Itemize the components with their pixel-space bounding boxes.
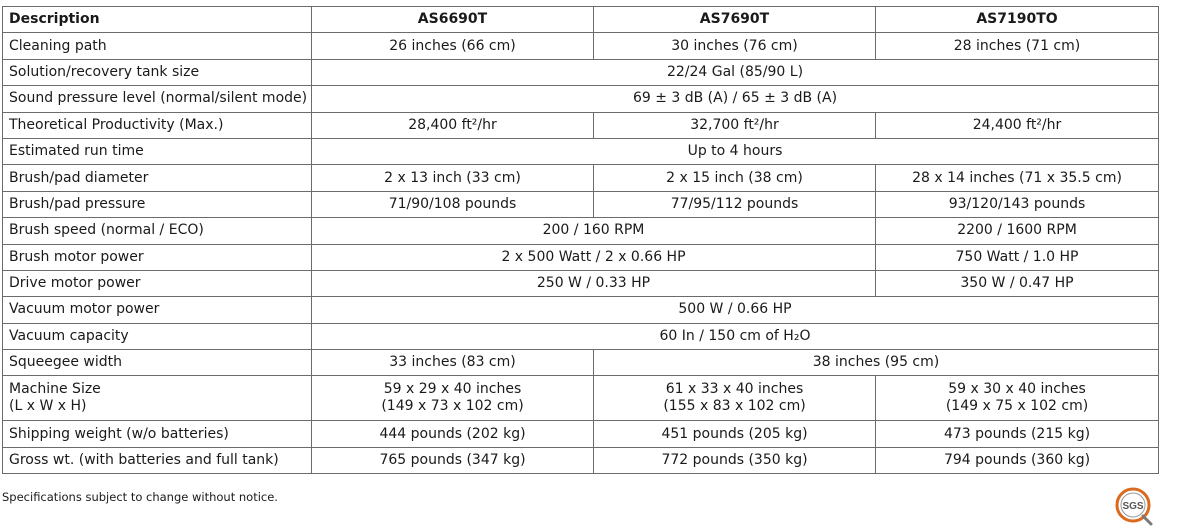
row-label — [3, 86, 312, 112]
table-cell — [876, 376, 1159, 421]
header-description: Description — [3, 7, 312, 33]
row-label-text: Brush speed (normal / ECO) — [9, 222, 204, 239]
row-label — [3, 244, 312, 270]
cell-value-metric: (155 x 83 x 102 cm) — [663, 398, 806, 415]
spec-table-body — [3, 33, 1159, 474]
cell-value: 38 inches (95 cm) — [812, 354, 940, 371]
table-cell — [312, 323, 1159, 349]
cell-value: 30 inches (76 cm) — [671, 37, 798, 54]
table-cell — [876, 447, 1159, 473]
row-label — [3, 59, 312, 85]
table-cell — [312, 86, 1159, 112]
cell-value: 69 ± 3 dB (A) / 65 ± 3 dB (A) — [632, 90, 838, 107]
cell-value: 28,400 ft²/hr — [408, 116, 497, 133]
row-label — [3, 323, 312, 349]
footnote: Specifications subject to change without notice. — [2, 490, 278, 504]
spec-table — [2, 6, 1159, 474]
table-cell — [594, 376, 876, 421]
cell-value: 350 W / 0.47 HP — [960, 275, 1074, 292]
table-cell — [876, 112, 1159, 138]
cell-value-metric: (149 x 75 x 102 cm) — [945, 398, 1089, 415]
row-label-text: Brush motor power — [9, 248, 144, 265]
cell-value: 2 x 500 Watt / 2 x 0.66 HP — [501, 248, 686, 265]
table-cell — [312, 191, 594, 217]
row-label-text: Shipping weight (w/o batteries) — [9, 425, 229, 442]
table-cell — [312, 376, 594, 421]
cell-value: 28 inches (71 cm) — [953, 37, 1081, 54]
table-cell — [312, 270, 876, 296]
table-cell — [876, 191, 1159, 217]
cell-value: 2 x 15 inch (38 cm) — [666, 169, 803, 186]
table-row — [3, 86, 1159, 112]
table-cell — [876, 218, 1159, 244]
table-cell — [312, 59, 1159, 85]
cell-value: 22/24 Gal (85/90 L) — [666, 63, 804, 80]
cell-value: 28 x 14 inches (71 x 35.5 cm) — [912, 169, 1122, 186]
cell-value: 500 W / 0.66 HP — [678, 301, 792, 318]
row-label-text: Squeegee width — [9, 354, 123, 371]
cell-value: 60 In / 150 cm of H₂O — [659, 327, 811, 344]
row-label-text: Theoretical Productivity (Max.) — [9, 116, 224, 133]
row-label-text: Brush/pad pressure — [9, 195, 146, 212]
table-cell — [312, 447, 594, 473]
table-cell — [876, 244, 1159, 270]
table-cell — [876, 270, 1159, 296]
table-cell — [876, 421, 1159, 447]
table-row — [3, 297, 1159, 323]
table-cell — [594, 447, 876, 473]
table-cell — [312, 244, 876, 270]
table-row — [3, 59, 1159, 85]
row-label — [3, 138, 312, 164]
row-label — [3, 112, 312, 138]
table-row — [3, 112, 1159, 138]
table-row — [3, 447, 1159, 473]
cell-value: 794 pounds (360 kg) — [943, 452, 1091, 469]
header-model-1: AS6690T — [312, 7, 594, 33]
seal-text: SGS — [1122, 501, 1144, 512]
table-cell — [312, 33, 594, 59]
row-label — [3, 191, 312, 217]
cell-value: 200 / 160 RPM — [542, 222, 645, 239]
table-row — [3, 244, 1159, 270]
cell-value: 93/120/143 pounds — [948, 195, 1086, 212]
table-cell — [594, 191, 876, 217]
header-row — [3, 7, 1159, 33]
row-label — [3, 297, 312, 323]
cell-value: 2 x 13 inch (33 cm) — [384, 169, 521, 186]
header-model-3: AS7190TO — [876, 7, 1159, 33]
table-row — [3, 270, 1159, 296]
cell-value: 451 pounds (205 kg) — [661, 425, 808, 442]
row-label-text: Cleaning path — [9, 37, 107, 54]
cell-value: Up to 4 hours — [687, 143, 783, 160]
table-row — [3, 191, 1159, 217]
table-cell — [594, 165, 876, 191]
cell-value: 71/90/108 pounds — [388, 195, 517, 212]
row-label-text: Drive motor power — [9, 275, 141, 292]
cell-value: 61 x 33 x 40 inches — [665, 381, 804, 398]
row-label — [3, 447, 312, 473]
cell-value: 26 inches (66 cm) — [389, 37, 516, 54]
cell-value: 33 inches (83 cm) — [389, 354, 516, 371]
cell-value-metric: (149 x 73 x 102 cm) — [381, 398, 524, 415]
row-label — [3, 218, 312, 244]
table-row — [3, 323, 1159, 349]
row-label-text: Sound pressure level (normal/silent mode) — [9, 90, 308, 107]
table-cell — [594, 421, 876, 447]
row-label-text: Solution/recovery tank size — [9, 63, 200, 80]
cell-value: 2200 / 1600 RPM — [957, 222, 1077, 239]
table-row — [3, 421, 1159, 447]
cell-value: 772 pounds (350 kg) — [661, 452, 808, 469]
table-row — [3, 376, 1159, 421]
table-row — [3, 165, 1159, 191]
cell-value: 32,700 ft²/hr — [690, 116, 779, 133]
row-label — [3, 270, 312, 296]
cell-value: 250 W / 0.33 HP — [536, 275, 651, 292]
table-row — [3, 350, 1159, 376]
table-cell — [312, 297, 1159, 323]
row-label-text: Brush/pad diameter — [9, 169, 149, 186]
row-label-text: Estimated run time — [9, 143, 144, 160]
sgs-certification-seal-icon — [1113, 484, 1157, 528]
cell-value: 24,400 ft²/hr — [972, 116, 1062, 133]
table-cell — [594, 350, 1159, 376]
table-cell — [312, 350, 594, 376]
table-cell — [312, 218, 876, 244]
cell-value: 765 pounds (347 kg) — [379, 452, 526, 469]
header-model-2: AS7690T — [594, 7, 876, 33]
row-label — [3, 376, 312, 421]
row-label-subtext: (L x W x H) — [9, 398, 87, 415]
cell-value: 473 pounds (215 kg) — [943, 425, 1091, 442]
table-row — [3, 33, 1159, 59]
table-row — [3, 138, 1159, 164]
cell-value: 750 Watt / 1.0 HP — [955, 248, 1079, 265]
table-cell — [312, 165, 594, 191]
table-cell — [876, 165, 1159, 191]
cell-value: 59 x 30 x 40 inches — [948, 381, 1086, 398]
row-label — [3, 33, 312, 59]
row-label-text: Vacuum capacity — [9, 327, 129, 344]
table-row — [3, 218, 1159, 244]
row-label — [3, 165, 312, 191]
table-cell — [876, 33, 1159, 59]
cell-value: 444 pounds (202 kg) — [379, 425, 526, 442]
cell-value: 59 x 29 x 40 inches — [383, 381, 522, 398]
cell-value: 77/95/112 pounds — [670, 195, 799, 212]
row-label-text: Vacuum motor power — [9, 301, 160, 318]
row-label — [3, 421, 312, 447]
table-cell — [312, 421, 594, 447]
table-cell — [312, 138, 1159, 164]
table-cell — [594, 33, 876, 59]
row-label — [3, 350, 312, 376]
table-cell — [594, 112, 876, 138]
row-label-text: Machine Size — [9, 381, 101, 398]
table-cell — [312, 112, 594, 138]
row-label-text: Gross wt. (with batteries and full tank) — [9, 452, 279, 469]
